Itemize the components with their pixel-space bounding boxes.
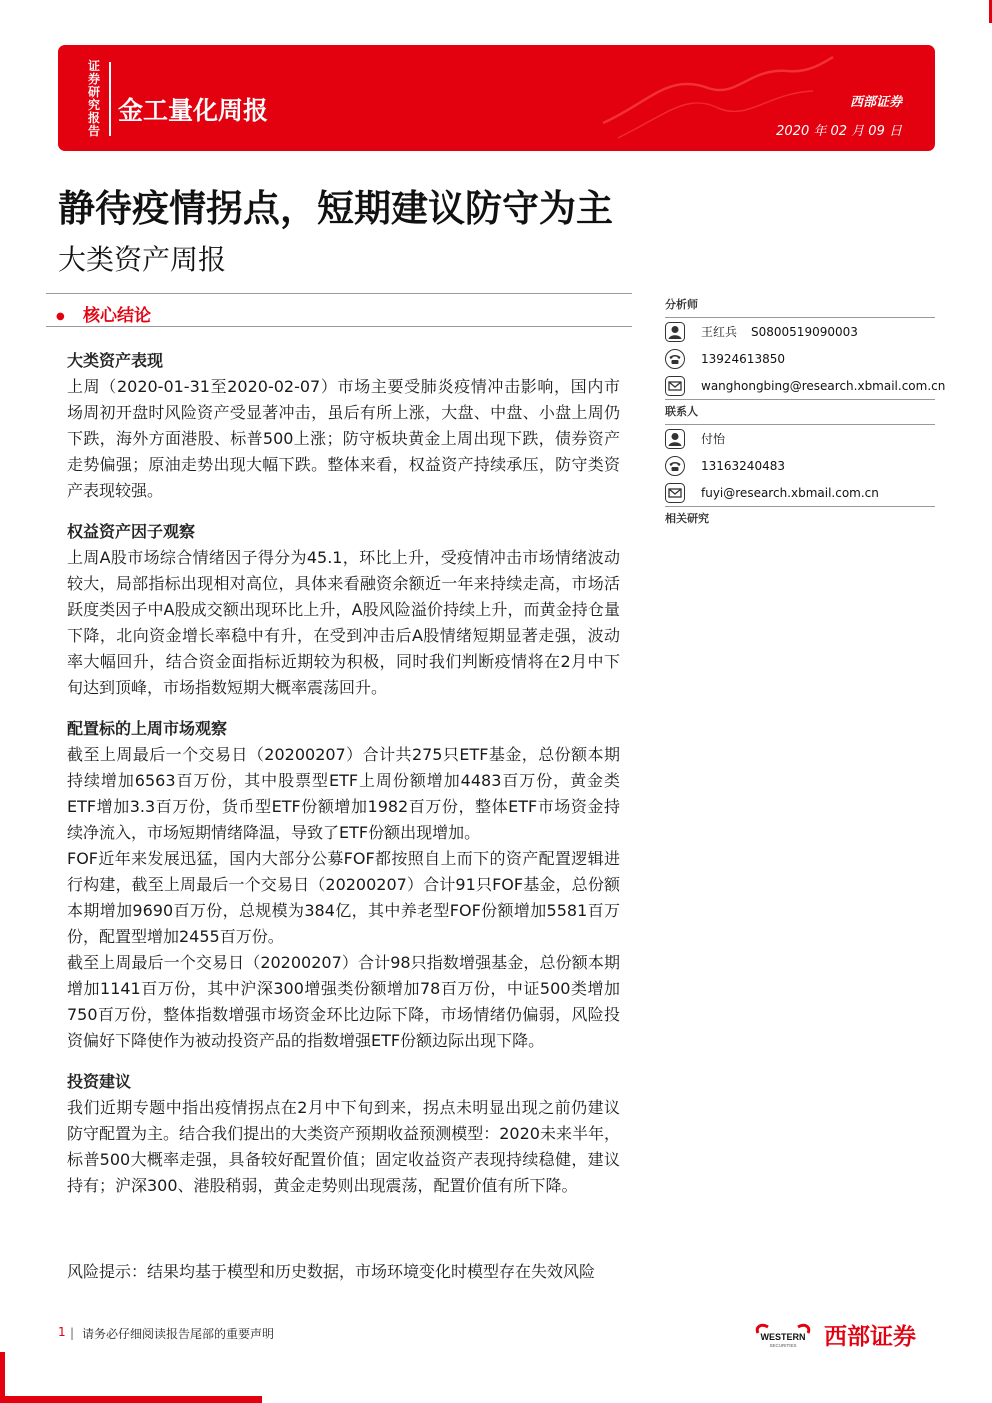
paragraph: 上周（2020-01-31至2020-02-07）市场主要受肺炎疫情冲击影响，国内市场周初开盘时风险资产受显著冲击，虽后有所上涨，大盘、中盘、小盘上周仍下跌，海外方面港股、标普500上涨；防守板块黄金上周出现下跌，债券资产走势偏强；原油走势出现大幅下跌。整体来看，权益资产持续承压，防守类资产表现较强。: [67, 377, 620, 500]
contact-phone: 13163240483: [701, 458, 785, 473]
risk-warning: 风险提示：结果均基于模型和历史数据，市场环境变化时模型存在失效风险: [67, 1262, 596, 1281]
block-heading: 配置标的上周市场观察: [67, 719, 228, 738]
logo-subtext: SECURITIES: [769, 1343, 797, 1348]
analyst-name: 王红兵: [701, 325, 738, 339]
footer-separator: |: [70, 1326, 75, 1340]
banner-brand: 西部证券: [849, 95, 902, 110]
contact-email[interactable]: fuyi@research.xbmail.com.cn: [701, 485, 879, 500]
paragraph: 上周A股市场综合情绪因子得分为45.1，环比上升，受疫情冲击市场情绪波动较大，局部指标出现相对高位，具体来看融资余额近一年来持续走高，市场活跃度类因子中A股成交额出现环比上升，A股风险溢价持续上升，而黄金持仓量下降，北向资金增长率稳中有升，在受到冲击后A股情绪短期显著走强，波动率大幅回升，结合资金面指标近期较为积极，同时我们判断疫情将在2月中下旬达到顶峰，市场指数短期大概率震荡回升。: [67, 548, 620, 697]
analyst-email[interactable]: wanghongbing@research.xbmail.com.cn: [701, 378, 946, 393]
footer-brand: 西部证券: [824, 1324, 916, 1350]
report-type-vertical-label: 证券研究报告: [87, 59, 100, 138]
section-bullet-icon: ●: [56, 311, 65, 322]
contact-name: 付怡: [701, 432, 726, 446]
paragraph: 截至上周最后一个交易日（20200207）合计98只指数增强基金，总份额本期增加1141百万份，其中沪深300增强类份额增加78百万份，中证500类增加750百万份，整体指数增强市场资金环比边际下降，市场情绪仍偏弱，风险投资偏好下降使作为被动投资产品的指数增强ETF份额边际出现下降。: [67, 953, 620, 1050]
analyst-label: 分析师: [665, 298, 698, 311]
page-number: 1: [58, 1325, 66, 1339]
phone-icon: [665, 349, 685, 369]
block-heading: 权益资产因子观察: [67, 522, 196, 541]
paragraph: FOF近年来发展迅猛，国内大部分公募FOF都按照自上而下的资产配置逻辑进行构建，截至上周最后一个交易日（20200207）合计91只FOF基金，总份额本期增加9690百万份，总规模为384亿，其中养老型FOF份额增加5581百万份，配置型增加2455百万份。: [67, 849, 620, 946]
analyst-phone-row: [665, 345, 935, 372]
corner-decoration-horizontal: [0, 1396, 262, 1403]
western-securities-logo: [752, 1320, 814, 1350]
main-content: [67, 348, 620, 1199]
person-icon: [665, 429, 685, 449]
analyst-cert-number: S0800519090003: [751, 324, 858, 339]
footer-disclaimer: 请务必仔细阅读报告尾部的重要声明: [82, 1327, 275, 1341]
sidebar: [665, 293, 946, 531]
related-research-label: 相关研究: [665, 512, 709, 525]
block-heading: 大类资产表现: [67, 351, 164, 370]
banner-divider: [109, 62, 111, 136]
report-series-title: 金工量化周报: [118, 96, 269, 125]
email-icon: [665, 376, 685, 396]
contact-phone-row: [665, 452, 935, 479]
section-heading: 核心结论: [83, 306, 151, 326]
block-heading: 投资建议: [67, 1072, 132, 1091]
document-subtitle: 大类资产周报: [58, 243, 227, 276]
analyst-phone: 13924613850: [701, 351, 785, 366]
analyst-email-row: [665, 372, 946, 399]
analyst-name-row: [665, 318, 935, 345]
paragraph: 我们近期专题中指出疫情拐点在2月中下旬到来，拐点未明显出现之前仍建议防守配置为主。结合我们提出的大类资产预期收益预测模型：2020未来半年，标普500大概率走强，具备较好配置价值；固定收益资产表现持续稳健，建议持有；沪深300、港股稍弱，黄金走势则出现震荡，配置价值有所下降。: [67, 1098, 620, 1195]
logo-text: WESTERN: [760, 1332, 806, 1342]
contact-email-row: [665, 479, 935, 506]
section-top-rule: [46, 293, 632, 294]
report-date: 2020 年 02 月 09 日: [776, 124, 902, 139]
contact-label: 联系人: [665, 405, 698, 418]
paragraph: 截至上周最后一个交易日（20200207）合计共275只ETF基金，总份额本期持续增加6563百万份，其中股票型ETF上周份额增加4483百万份，黄金类ETF增加3.3百万份，货币型ETF份额增加1982百万份，整体ETF市场资金持续净流入，市场短期情绪降温，导致了ETF份额出现增加。: [67, 745, 620, 842]
person-icon: [665, 322, 685, 342]
section-bottom-rule: [46, 326, 632, 327]
document-title: 静待疫情拐点，短期建议防守为主: [58, 187, 613, 230]
phone-icon: [665, 456, 685, 476]
contact-name-row: [665, 425, 935, 452]
email-icon: [665, 483, 685, 503]
